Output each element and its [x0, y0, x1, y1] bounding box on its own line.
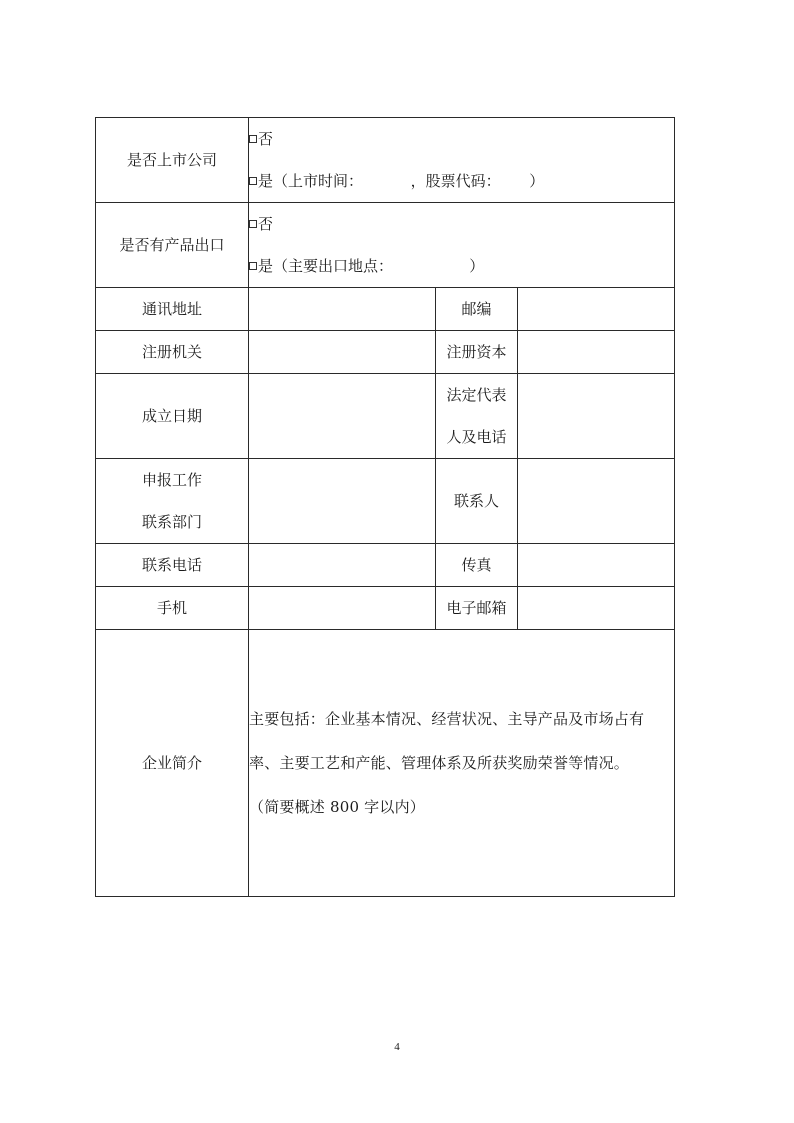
establishment-date-field[interactable]: [249, 374, 436, 459]
phone-field[interactable]: [249, 544, 436, 587]
enterprise-info-form: [95, 117, 675, 897]
postcode-field[interactable]: [518, 288, 675, 331]
legal-rep-field[interactable]: [518, 374, 675, 459]
product-export-label: 是否有产品出口: [96, 203, 249, 288]
establishment-date-label: 成立日期: [96, 374, 249, 459]
listed-no-option[interactable]: 否: [249, 118, 674, 160]
registration-authority-label: 注册机关: [96, 331, 249, 374]
registered-capital-field[interactable]: [518, 331, 675, 374]
email-label: 电子邮箱: [436, 587, 518, 630]
company-intro-label: 企业简介: [96, 630, 249, 897]
export-no-option[interactable]: 否: [249, 203, 674, 245]
listed-company-options: [249, 118, 675, 203]
mobile-row: [96, 587, 675, 630]
fax-label: 传真: [436, 544, 518, 587]
address-row: [96, 288, 675, 331]
establishment-row: [96, 374, 675, 459]
registered-capital-label: 注册资本: [436, 331, 518, 374]
page-number: 4: [394, 1041, 400, 1053]
checkbox-icon[interactable]: [249, 220, 257, 228]
intro-hint-line-1: 主要包括：企业基本情况、经营状况、主导产品及市场占有: [249, 710, 645, 728]
listed-yes-option[interactable]: 是（上市时间： ，股票代码： ）: [249, 160, 674, 202]
checkbox-icon[interactable]: [249, 262, 257, 270]
contact-dept-field[interactable]: [249, 459, 436, 544]
email-field[interactable]: [518, 587, 675, 630]
phone-row: [96, 544, 675, 587]
contact-dept-label: 申报工作 联系部门: [96, 459, 249, 544]
legal-rep-label: 法定代表 人及电话: [436, 374, 518, 459]
contact-person-label: 联系人: [436, 459, 518, 544]
mobile-label: 手机: [96, 587, 249, 630]
mobile-field[interactable]: [249, 587, 436, 630]
registration-row: [96, 331, 675, 374]
company-intro-field[interactable]: [249, 630, 675, 897]
address-field[interactable]: [249, 288, 436, 331]
phone-label: 联系电话: [96, 544, 249, 587]
listed-company-row: [96, 118, 675, 203]
contact-dept-row: [96, 459, 675, 544]
fax-field[interactable]: [518, 544, 675, 587]
checkbox-icon[interactable]: [249, 135, 257, 143]
contact-person-field[interactable]: [518, 459, 675, 544]
listed-company-label: 是否上市公司: [96, 118, 249, 203]
postcode-label: 邮编: [436, 288, 518, 331]
company-intro-row: [96, 630, 675, 897]
checkbox-icon[interactable]: [249, 177, 257, 185]
product-export-row: [96, 203, 675, 288]
registration-authority-field[interactable]: [249, 331, 436, 374]
intro-hint-line-3: （简要概述 800 字以内）: [249, 798, 425, 816]
product-export-options: [249, 203, 675, 288]
export-yes-option[interactable]: 是（主要出口地点： ）: [249, 245, 674, 287]
address-label: 通讯地址: [96, 288, 249, 331]
intro-hint-line-2: 率、主要工艺和产能、管理体系及所获奖励荣誉等情况。: [249, 754, 630, 772]
